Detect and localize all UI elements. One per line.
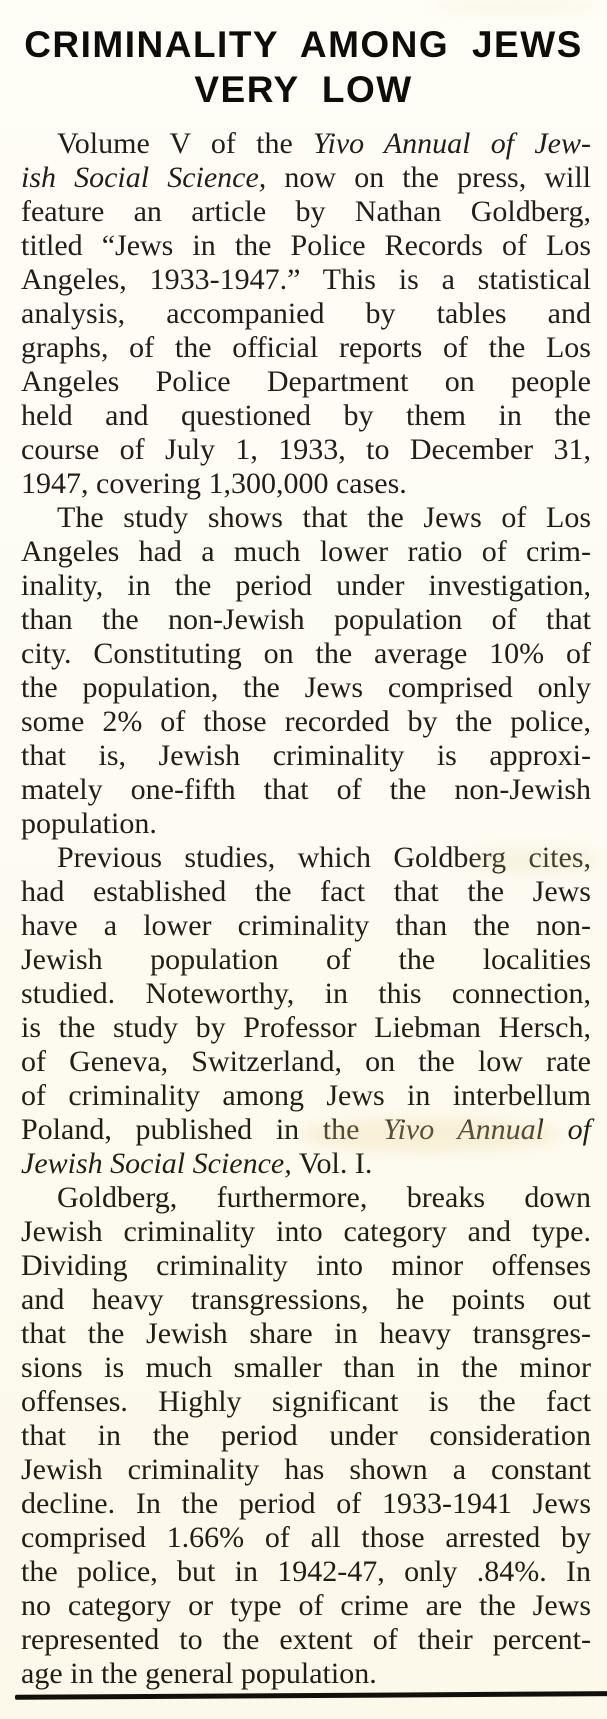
text-line [21, 705, 591, 739]
text-segment: had established the fact that the Jews [21, 875, 591, 908]
text-line [21, 297, 591, 331]
text-line [21, 501, 591, 535]
text-line [21, 1385, 591, 1419]
text-segment: Angeles Police Department on people [21, 365, 591, 398]
italic-text-segment: Yivo Annual of [383, 1113, 592, 1146]
text-segment: Angeles had a much lower ratio of crim- [21, 535, 591, 568]
text-line [21, 1419, 591, 1453]
text-segment: some 2% of those recorded by the police, [21, 705, 591, 738]
text-line [21, 1487, 591, 1521]
text-segment: graphs, of the official reports of the Los [21, 331, 591, 364]
text-segment: that in the period under consideration [21, 1419, 591, 1452]
text-segment: The study shows that the Jews of Los [57, 501, 591, 534]
text-segment: Poland, published in the [21, 1113, 384, 1146]
text-segment: the population, the Jews comprised only [21, 671, 591, 704]
text-line [21, 467, 591, 501]
text-line [21, 909, 591, 943]
text-segment: city. Constituting on the average 10% of [21, 637, 591, 670]
text-line [21, 263, 591, 297]
text-line [21, 433, 591, 467]
text-segment: 1947, covering 1,300,000 cases. [21, 467, 407, 500]
text-segment: Jewish criminality into category and type. [21, 1215, 591, 1248]
paragraph [21, 841, 591, 1181]
text-line [21, 1011, 591, 1045]
text-line [21, 1317, 591, 1351]
text-segment: represented to the extent of their percent- [21, 1623, 591, 1656]
text-line [21, 331, 591, 365]
text-segment: Vol. I. [291, 1147, 373, 1180]
text-line [21, 1351, 591, 1385]
text-line [21, 637, 591, 671]
text-line [21, 569, 591, 603]
paragraph [21, 1181, 591, 1691]
text-segment: Previous studies, which Goldberg cites, [57, 841, 591, 874]
bottom-rule [15, 1691, 607, 1700]
text-segment: than the non-Jewish population of that [21, 603, 591, 636]
headline-line-1: CRIMINALITY AMONG JEWS [24, 24, 583, 65]
text-line [21, 535, 591, 569]
text-segment: now on the press, will [266, 161, 591, 194]
text-line [21, 977, 591, 1011]
text-line [21, 1555, 591, 1589]
text-segment: of criminality among Jews in interbellum [21, 1079, 591, 1112]
text-segment: age in the general population. [21, 1657, 377, 1690]
text-line [21, 1623, 591, 1657]
text-segment: feature an article by Nathan Goldberg, [21, 195, 591, 228]
paragraph [21, 501, 591, 841]
text-segment: no category or type of crime are the Jews [21, 1589, 591, 1622]
text-segment: of Geneva, Switzerland, on the low rate [21, 1045, 591, 1078]
text-segment: Jewish population of the localities [21, 943, 591, 976]
text-segment: the police, but in 1942-47, only .84%. In [21, 1555, 591, 1588]
text-line [21, 1147, 591, 1181]
text-segment: studied. Noteworthy, in this connection, [21, 977, 591, 1010]
text-segment: Dividing criminality into minor offenses [21, 1249, 591, 1282]
text-segment: decline. In the period of 1933-1941 Jews [21, 1487, 591, 1520]
text-line [21, 1079, 591, 1113]
text-line [21, 161, 591, 195]
text-line [21, 671, 591, 705]
text-segment: that is, Jewish criminality is approxi- [21, 739, 591, 772]
italic-text-segment: Jewish Social Science, [21, 1147, 292, 1180]
text-line [21, 1249, 591, 1283]
text-segment: sions is much smaller than in the minor [21, 1351, 591, 1384]
text-segment: analysis, accompanied by tables and [21, 297, 591, 330]
text-line [21, 603, 591, 637]
text-line [21, 195, 591, 229]
text-line [21, 807, 591, 841]
text-segment: titled “Jews in the Police Records of Los [21, 229, 591, 262]
text-line [21, 1453, 591, 1487]
article-headline [0, 0, 607, 112]
text-line [21, 1045, 591, 1079]
article-body [0, 127, 607, 1691]
italic-text-segment: ish Social Science, [21, 161, 267, 194]
text-line [21, 1521, 591, 1555]
text-segment: Jewish criminality has shown a constant [21, 1453, 591, 1486]
text-segment: Angeles, 1933-1947.” This is a statistical [21, 263, 591, 296]
text-line [21, 229, 591, 263]
headline-line-2: VERY LOW [194, 69, 413, 110]
text-line [21, 773, 591, 807]
text-segment: population. [21, 807, 157, 840]
text-segment: is the study by Professor Liebman Hersch, [21, 1011, 591, 1044]
text-line [21, 1181, 591, 1215]
text-line [21, 1283, 591, 1317]
text-line [21, 1113, 591, 1147]
text-segment: held and questioned by them in the [21, 399, 591, 432]
text-line [21, 399, 591, 433]
text-line [21, 1215, 591, 1249]
text-segment: Volume V of the [57, 127, 314, 160]
text-segment: Goldberg, furthermore, breaks down [57, 1181, 591, 1214]
text-segment: mately one-fifth that of the non-Jewish [21, 773, 591, 806]
text-segment: and heavy transgressions, he points out [21, 1283, 591, 1316]
italic-text-segment: Yivo Annual of Jew- [313, 127, 591, 160]
text-line [21, 943, 591, 977]
text-line [21, 1657, 591, 1691]
text-line [21, 739, 591, 773]
text-line [21, 841, 591, 875]
text-segment: inality, in the period under investigation, [21, 569, 591, 602]
text-segment: that the Jewish share in heavy transgres- [21, 1317, 591, 1350]
text-segment: comprised 1.66% of all those arrested by [21, 1521, 591, 1554]
text-segment: course of July 1, 1933, to December 31, [21, 433, 591, 466]
text-line [21, 1589, 591, 1623]
text-line [21, 127, 591, 161]
text-line [21, 875, 591, 909]
text-segment: offenses. Highly significant is the fact [21, 1385, 591, 1418]
text-segment: have a lower criminality than the non- [21, 909, 591, 942]
text-line [21, 365, 591, 399]
paragraph [21, 127, 591, 501]
